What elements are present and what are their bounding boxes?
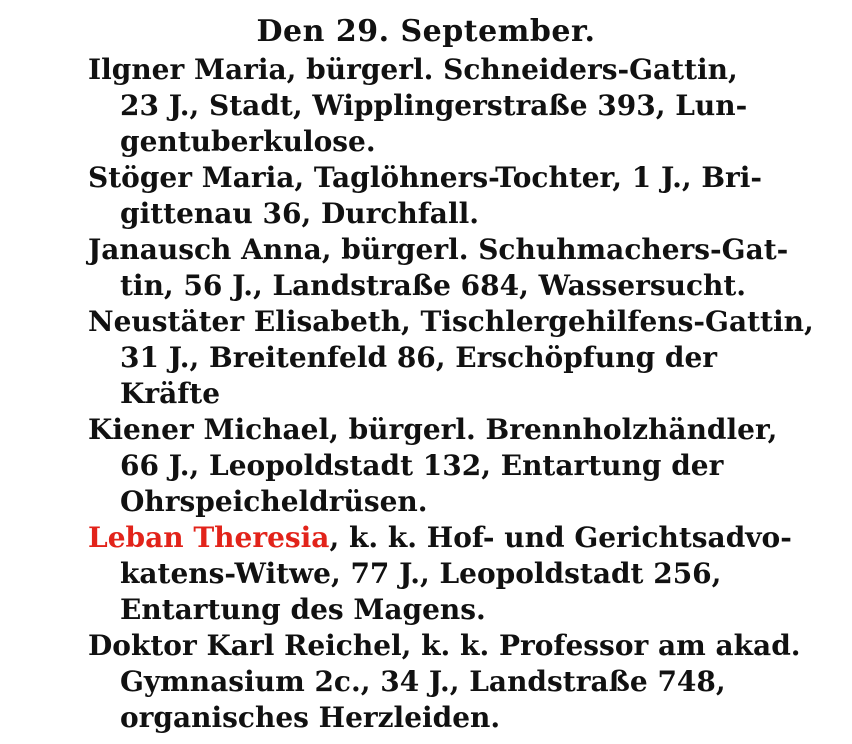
entry-line: Neustäter Elisabeth, Tischlergehilfens-Gattin, bbox=[88, 305, 814, 338]
entry-line: Kiener Michael, bürgerl. Brennholzhändler, bbox=[88, 413, 778, 446]
death-entry bbox=[88, 412, 778, 520]
entry-line: 66 J., Leopoldstadt 132, Entartung der bbox=[120, 449, 724, 482]
entry-line: 23 J., Stadt, Wipplingerstraße 393, Lun- bbox=[120, 89, 748, 122]
entry-line: gentuberkulose. bbox=[120, 125, 376, 158]
entry-line: gittenau 36, Durchfall. bbox=[120, 197, 479, 230]
entry-line bbox=[88, 520, 792, 556]
death-entry bbox=[88, 628, 801, 736]
death-entry bbox=[88, 160, 762, 232]
entry-line-rest: , k. k. Hof- und Gerichtsadvo- bbox=[329, 521, 792, 554]
entry-line: Ilgner Maria, bürgerl. Schneiders-Gattin, bbox=[88, 53, 738, 86]
date-heading: Den 29. September. bbox=[256, 14, 596, 49]
entry-line: 31 J., Breitenfeld 86, Erschöpfung der bbox=[120, 341, 718, 374]
entry-line: Ohrspeicheldrüsen. bbox=[120, 485, 428, 518]
entry-line: organisches Herzleiden. bbox=[120, 701, 501, 734]
entry-line: Kräfte bbox=[120, 377, 221, 410]
entry-line: Gymnasium 2c., 34 J., Landstraße 748, bbox=[120, 665, 726, 698]
entry-line: Doktor Karl Reichel, k. k. Professor am akad. bbox=[88, 629, 801, 662]
death-entry bbox=[88, 52, 748, 160]
entry-line: Stöger Maria, Taglöhners-Tochter, 1 J., Bri- bbox=[88, 161, 762, 194]
entry-line: Entartung des Magens. bbox=[120, 593, 486, 626]
entry-line: Janausch Anna, bürgerl. Schuhmachers-Gat- bbox=[88, 233, 789, 266]
death-entry-highlighted bbox=[88, 520, 792, 628]
death-entry bbox=[88, 304, 814, 412]
death-entry bbox=[88, 232, 789, 304]
entry-line: tin, 56 J., Landstraße 684, Wassersucht. bbox=[120, 269, 747, 302]
entry-line: katens-Witwe, 77 J., Leopoldstadt 256, bbox=[120, 557, 722, 590]
highlighted-name: Leban Theresia bbox=[88, 521, 330, 554]
